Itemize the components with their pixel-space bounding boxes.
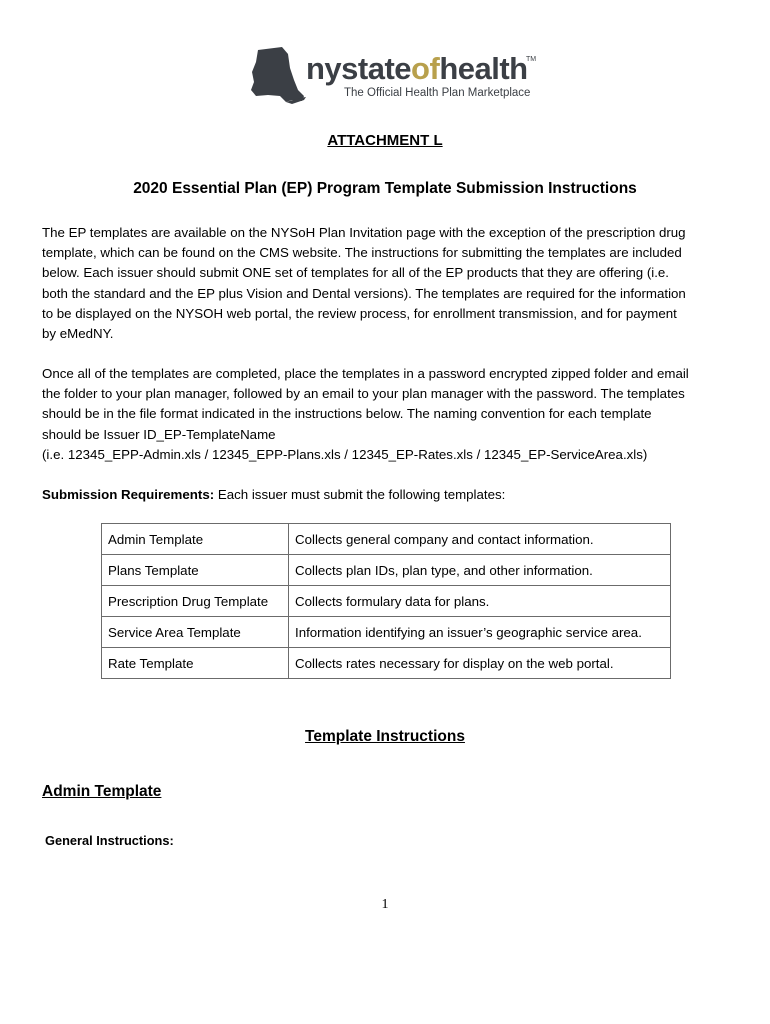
template-description-cell: Collects formulary data for plans. [289, 586, 671, 617]
new-york-state-map-icon [248, 44, 306, 110]
paragraph-line: should be Issuer ID_EP-TemplateName [42, 426, 276, 442]
template-description-cell: Collects rates necessary for display on the web portal. [289, 648, 671, 679]
template-description-cell: Information identifying an issuer’s geographic service area. [289, 617, 671, 648]
logo-tagline: The Official Health Plan Marketplace [344, 87, 531, 99]
paragraph-line: the folder to your plan manager, followed by an email to your plan manager with the password. The templates [42, 386, 685, 402]
template-name-cell: Rate Template [102, 648, 289, 679]
submission-requirements [42, 485, 732, 505]
logo-word-health: health [439, 51, 528, 86]
paragraph-line: by eMedNY. [42, 326, 114, 342]
table-row [102, 555, 671, 586]
paragraph-line: to be displayed on the NYSOH web portal, the review process, for enrollment transmission, and for payment [42, 305, 677, 321]
table-row [102, 586, 671, 617]
paragraph-line: below. Each issuer should submit ONE set of templates for all of the EP products that they are offering (i.e. [42, 265, 670, 281]
submission-paragraph [42, 364, 732, 465]
logo-wordmark [306, 52, 528, 86]
templates-table [101, 523, 671, 679]
nysoh-logo [248, 44, 538, 110]
template-instructions-heading: Template Instructions [305, 728, 465, 745]
document-title: 2020 Essential Plan (EP) Program Template Submission Instructions [133, 180, 637, 197]
template-name-cell: Admin Template [102, 524, 289, 555]
template-name-cell: Plans Template [102, 555, 289, 586]
paragraph-line: both the standard and the EP plus Vision and Dental versions). The templates are required for the information [42, 285, 686, 301]
template-name-cell: Prescription Drug Template [102, 586, 289, 617]
paragraph-line: The EP templates are available on the NYSoH Plan Invitation page with the exception of the prescription drug [42, 225, 686, 240]
general-instructions-heading: General Instructions: [45, 833, 174, 848]
logo-word-nystate: nystate [306, 51, 412, 86]
logo-trademark: TM [526, 56, 537, 63]
paragraph-line: Once all of the templates are completed, place the templates in a password encrypted zipped folder and email [42, 366, 689, 381]
submission-requirements-label: Submission Requirements: [42, 487, 215, 502]
table-row [102, 524, 671, 555]
paragraph-line: template, which can be found on the CMS website. The instructions for submitting the templates are included [42, 245, 682, 261]
paragraph-line: should be in the file format indicated in the instructions below. The naming convention for each template [42, 406, 652, 422]
logo-word-of: of [411, 51, 440, 86]
table-row [102, 648, 671, 679]
table-row [102, 617, 671, 648]
paragraph-line: (i.e. 12345_EPP-Admin.xls / 12345_EPP-Plans.xls / 12345_EP-Rates.xls / 12345_EP-ServiceArea.xls) [42, 446, 648, 462]
template-description-cell: Collects general company and contact information. [289, 524, 671, 555]
template-description-cell: Collects plan IDs, plan type, and other information. [289, 555, 671, 586]
template-name-cell: Service Area Template [102, 617, 289, 648]
submission-requirements-text: Each issuer must submit the following templates: [214, 487, 506, 502]
attachment-title: ATTACHMENT L [327, 132, 443, 149]
admin-template-heading: Admin Template [42, 783, 162, 800]
page-number: 1 [381, 897, 389, 912]
intro-paragraph [42, 223, 732, 344]
